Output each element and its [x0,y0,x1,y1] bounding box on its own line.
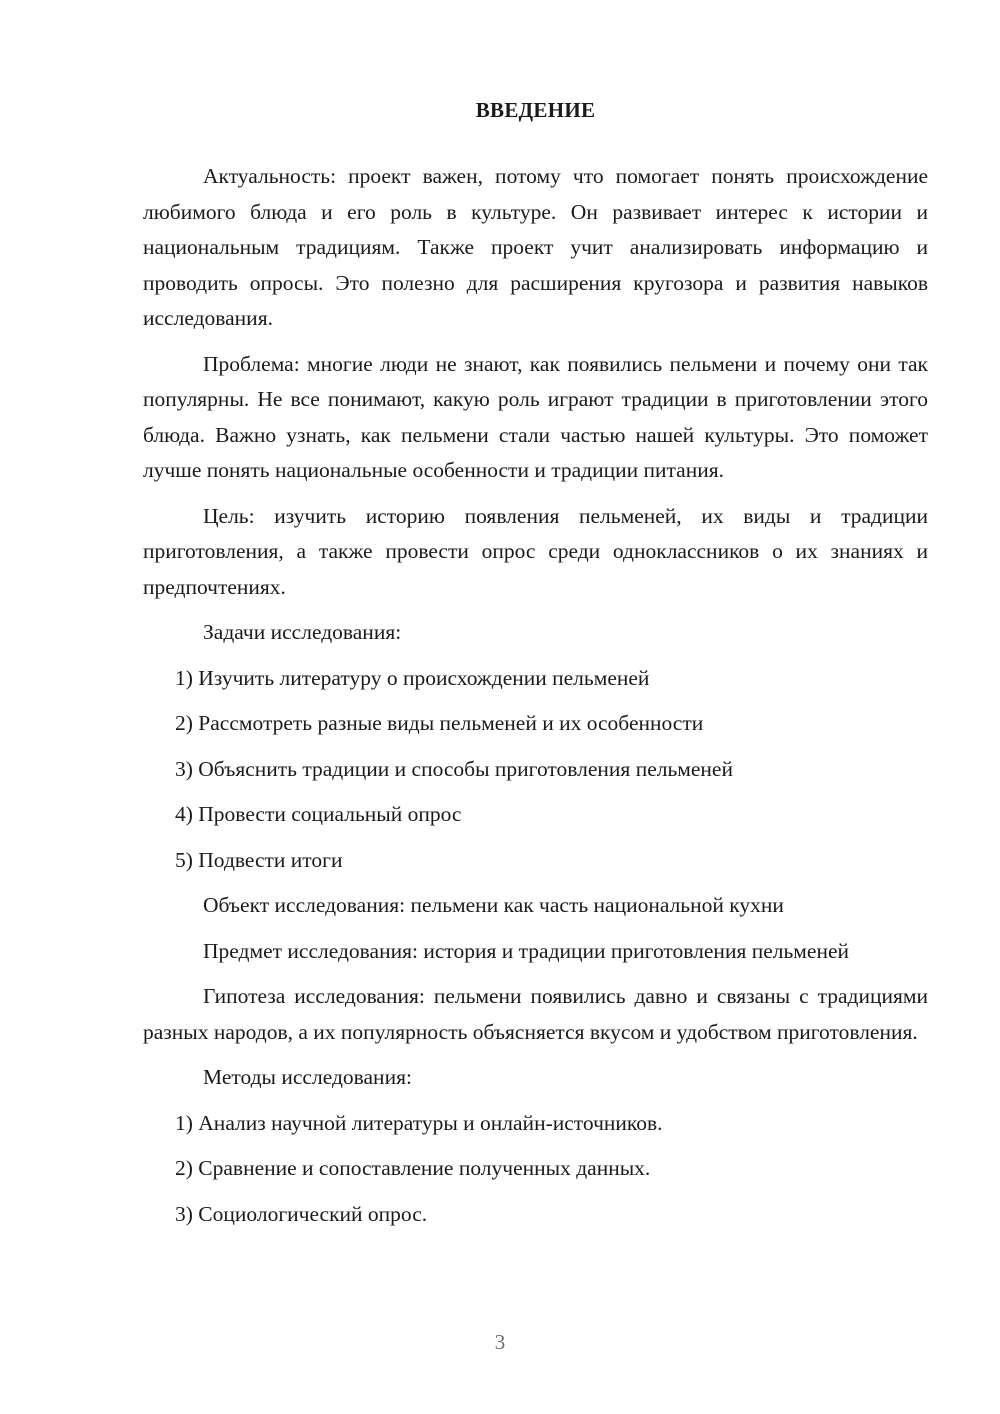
method-item: 1) Анализ научной литературы и онлайн-источников. [175,1110,663,1135]
document-page [143,96,928,1232]
task-item: 4) Провести социальный опрос [175,802,462,826]
goal-paragraph: Цель: изучить историю появления пельменей, их виды и традиции приготовления, а также провести опрос среди одноклассников о их знаниях и предпочтениях. [143,503,928,599]
tasks-heading: Задачи исследования: [203,620,402,644]
relevance-paragraph: Актуальность: проект важен, потому что помогает понять происхождение любимого блюда и его роль в культуре. Он развивает интерес к истории и национальным традициям. Также проект учит анализировать информацию и проводить опросы. Это полезно для расширения кругозора и развития навыков исследования. [143,164,928,330]
page-number: 3 [494,1330,506,1354]
document-title: ВВЕДЕНИЕ [475,98,596,122]
subject-paragraph: Предмет исследования: история и традиции приготовления пельменей [203,938,849,963]
methods-list [143,1106,928,1233]
hypothesis-paragraph: Гипотеза исследования: пельмени появились давно и связаны с традициями разных народов, а их популярность объясняется вкусом и удобством приготовления. [143,984,928,1044]
task-item: 3) Объяснить традиции и способы приготовления пельменей [175,756,733,781]
tasks-list [143,661,928,879]
task-item: 2) Рассмотреть разные виды пельменей и их особенности [175,711,704,735]
method-item: 3) Социологический опрос. [175,1201,428,1226]
methods-heading: Методы исследования: [203,1065,412,1089]
method-item: 2) Сравнение и сопоставление полученных данных. [175,1156,651,1180]
problem-paragraph: Проблема: многие люди не знают, как появились пельмени и почему они так популярны. Не все понимают, какую роль играют традиции в приготовлении этого блюда. Важно узнать, как пельмени стали частью нашей культуры. Это поможет лучше понять национальные особенности и традиции питания. [143,351,928,482]
task-item: 1) Изучить литературу о происхождении пельменей [175,665,650,690]
object-paragraph: Объект исследования: пельмени как часть национальной кухни [203,893,784,917]
task-item: 5) Подвести итоги [175,847,343,872]
